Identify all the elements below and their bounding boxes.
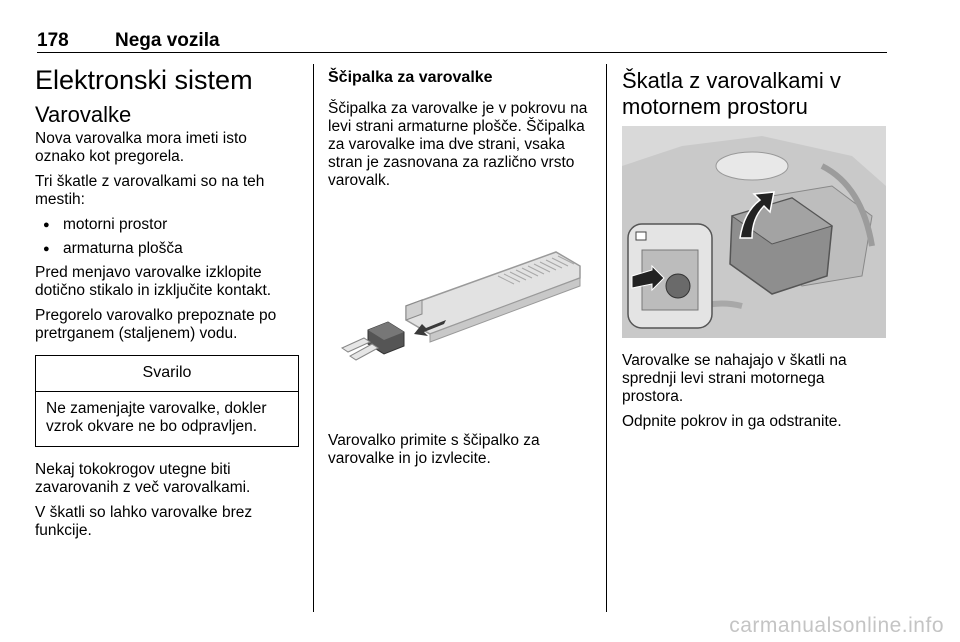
paragraph: Varovalko primite s ščipalko za varovalke in jo izvlecite. bbox=[328, 432, 540, 467]
section-title: Nega vozila bbox=[115, 30, 220, 51]
paragraph: Odpnite pokrov in ga odstranite. bbox=[622, 413, 842, 430]
paragraph: V škatli so lahko varovalke brez funkcije. bbox=[35, 504, 253, 539]
warning-box bbox=[35, 355, 299, 447]
paragraph: Pregorelo varovalko prepoznate po pretrganem (staljenem) vodu. bbox=[35, 307, 277, 342]
watermark: carmanualsonline.info bbox=[729, 614, 944, 637]
column-middle bbox=[328, 60, 594, 475]
section-heading: Škatla z varovalkami v motornem prostoru bbox=[622, 68, 841, 119]
list-item: ● armaturna plošča bbox=[35, 240, 299, 258]
warning-text: Ne zamenjajte varovalke, dokler vzrok okvare ne bo odpravljen. bbox=[46, 400, 267, 435]
paragraph: Pred menjavo varovalke izklopite dotično stikalo in izključite kontakt. bbox=[35, 264, 272, 299]
paragraph: Nova varovalka mora imeti isto oznako kot pregorela. bbox=[35, 130, 247, 165]
section-heading: Varovalke bbox=[35, 102, 132, 127]
fuse-puller-illustration bbox=[318, 242, 594, 392]
paragraph: Ščipalka za varovalke je v pokrovu na levi strani armaturne plošče. Ščipalka za varovalke ima dve strani, vsaka stran je zasnovana za različno vrsto varovalk. bbox=[328, 100, 588, 189]
engine-fuse-box-illustration bbox=[622, 126, 886, 338]
chapter-title: Elektronski sistem bbox=[35, 65, 253, 95]
page-header bbox=[37, 30, 887, 53]
column-right bbox=[622, 60, 886, 438]
list-item: ● motorni prostor bbox=[35, 216, 299, 234]
column-left bbox=[35, 60, 299, 547]
warning-title: Svarilo bbox=[36, 356, 298, 392]
page-number: 178 bbox=[37, 30, 69, 51]
column-divider bbox=[606, 64, 607, 612]
bullet-list bbox=[35, 216, 299, 258]
paragraph: Nekaj tokokrogov utegne biti zavarovanih z več varovalkami. bbox=[35, 461, 251, 496]
paragraph: Tri škatle z varovalkami so na teh mestih: bbox=[35, 173, 265, 208]
paragraph: Varovalke se nahajajo v škatli na sprednji levi strani motornega prostora. bbox=[622, 352, 847, 405]
section-heading: Ščipalka za varovalke bbox=[328, 69, 493, 86]
column-divider bbox=[313, 64, 314, 612]
